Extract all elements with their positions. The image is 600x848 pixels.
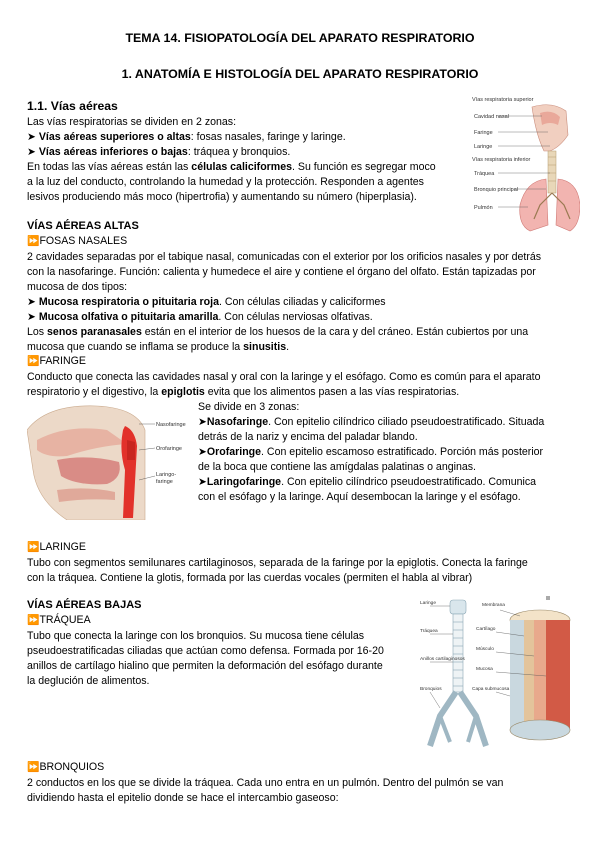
paragraph-line bbox=[27, 325, 528, 340]
subheading-text: LARINGE bbox=[39, 541, 86, 553]
figure-label: Nasofaringe bbox=[156, 422, 186, 428]
bullet-item bbox=[198, 415, 544, 430]
figure-label: Faringe bbox=[474, 130, 493, 136]
figure-label: faringe bbox=[156, 479, 173, 485]
subheading-bronquios bbox=[27, 761, 104, 773]
figure-label: Cavidad nasal bbox=[474, 114, 509, 120]
figure-label: Laringe bbox=[474, 144, 493, 150]
subheading-text: TRÁQUEA bbox=[39, 614, 91, 626]
fast-forward-icon: ⏩ bbox=[27, 236, 39, 247]
bullet-item bbox=[27, 130, 346, 145]
trachea-figure bbox=[420, 596, 580, 752]
bullet-arrow-icon: ➤ bbox=[198, 446, 207, 458]
bullet-bold: Mucosa olfativa o pituitaria amarilla bbox=[38, 311, 219, 323]
figure-label: Mucosa bbox=[476, 667, 493, 672]
bullet-item bbox=[27, 295, 386, 310]
bullet-bold: Nasofaringe bbox=[206, 416, 269, 428]
figure-label: Tráquea bbox=[474, 171, 495, 177]
text-run: Los bbox=[27, 326, 48, 338]
paragraph-line: mucosa de dos tipos: bbox=[27, 281, 128, 293]
bullet-arrow-icon: ➤ bbox=[27, 296, 36, 308]
paragraph-line: pseudoestratificadas ciliadas que actúan como defensa. Formada por 16-20 bbox=[27, 645, 384, 657]
paragraph-line: Tubo con segmentos semilunares cartilaginosos, separada de la faringe por la epiglotis. Conecta la faringe bbox=[27, 557, 528, 569]
paragraph-line bbox=[27, 160, 436, 175]
paragraph-line: Conducto que conecta las cavidades nasal y oral con la laringe y el esófago. Como es común para el aparato bbox=[27, 371, 541, 383]
heading-vias-bajas: VÍAS AÉREAS BAJAS bbox=[27, 599, 142, 611]
bullet-text: : fosas nasales, faringe y laringe. bbox=[190, 131, 346, 143]
figure-label: Bronquio principal bbox=[474, 187, 519, 193]
text-bold: células caliciformes bbox=[191, 161, 292, 173]
subheading-text: FOSAS NASALES bbox=[39, 235, 128, 247]
text-run: están en el interior de los huesos de la cara y del cráneo. Están cubiertos por una bbox=[141, 326, 529, 338]
subheading-faringe bbox=[27, 355, 86, 367]
fast-forward-icon: ⏩ bbox=[27, 762, 39, 773]
bullet-bold: Mucosa respiratoria o pituitaria roja bbox=[38, 296, 219, 308]
paragraph-line: de la boca que contiene las amígdalas palatinas o anginas. bbox=[198, 461, 476, 473]
figure-label: Membrana bbox=[482, 603, 505, 608]
bullet-bold: Orofaringe bbox=[206, 446, 262, 458]
figure-label: Vías respiratoria superior bbox=[472, 97, 534, 103]
bullet-arrow-icon: ➤ bbox=[198, 416, 207, 428]
section-heading-vias-aereas: 1.1. Vías aéreas bbox=[27, 99, 118, 113]
respiratory-tract-figure bbox=[470, 95, 580, 235]
paragraph-line: anillos de cartílago hialino que permiten la deformación del esófago durante bbox=[27, 660, 383, 672]
section-title: 1. ANATOMÍA E HISTOLOGÍA DEL APARATO RESPIRATORIO bbox=[121, 67, 479, 81]
bullet-item bbox=[27, 310, 373, 325]
bullet-text: . Con células ciliadas y caliciformes bbox=[218, 296, 386, 308]
bullet-text: . Con epitelio cilíndrico ciliado pseudoestratificado. Situada bbox=[268, 416, 545, 428]
bullet-text: . Con epitelio escamoso estratificado. Porción más posterior bbox=[261, 446, 544, 458]
text-run: mucosa que cuando se inflama se produce la bbox=[27, 341, 244, 353]
paragraph-line bbox=[27, 340, 289, 355]
paragraph-line: la deglución de alimentos. bbox=[27, 675, 150, 687]
paragraph-line: con la nasofaringe. Función: calienta y humedece el aire y contiene el órgano del olfato. Están tapizadas por bbox=[27, 266, 536, 278]
bullet-arrow-icon: ➤ bbox=[27, 131, 36, 143]
bullet-bold: Vías aéreas inferiores o bajas bbox=[38, 146, 188, 158]
text-run: . bbox=[286, 341, 290, 353]
text-run: evita que los alimentos pasen a las vías respiratorias. bbox=[204, 386, 460, 398]
bullet-arrow-icon: ➤ bbox=[27, 146, 36, 158]
paragraph-line bbox=[27, 385, 459, 400]
bullet-text: . Con células nerviosas olfativas. bbox=[218, 311, 373, 323]
bullet-item bbox=[198, 475, 536, 490]
text-bold: sinusitis bbox=[243, 341, 287, 353]
figure-label: Laringe bbox=[420, 601, 437, 606]
subheading-fosas-nasales bbox=[27, 235, 127, 247]
bullet-bold: Laringofaringe bbox=[206, 476, 282, 488]
bullet-text: . Con epitelio cilíndrico pseudoestratificado. Comunica bbox=[281, 476, 537, 488]
paragraph-line: con el esófago y la laringe. Aquí desembocan la laringe y el esófago. bbox=[198, 491, 521, 503]
paragraph-line: con la tráquea. Contiene la glotis, formada por las cuerdas vocales (permiten el habla al vibrar) bbox=[27, 572, 473, 584]
fast-forward-icon: ⏩ bbox=[27, 542, 39, 553]
subheading-laringe bbox=[27, 541, 86, 553]
text-run: En todas las vías aéreas están las bbox=[27, 161, 192, 173]
bullet-arrow-icon: ➤ bbox=[27, 311, 36, 323]
figure-label: Tráquea bbox=[420, 629, 438, 634]
document-title: TEMA 14. FISIOPATOLOGÍA DEL APARATO RESPIRATORIO bbox=[125, 31, 475, 45]
fast-forward-icon: ⏩ bbox=[27, 615, 39, 626]
subheading-text: FARINGE bbox=[39, 355, 86, 367]
bullet-arrow-icon: ➤ bbox=[198, 476, 207, 488]
figure-label: Pulmón bbox=[474, 205, 493, 211]
text-run: respiratorio y el digestivo, la bbox=[27, 386, 162, 398]
paragraph-line: dividiendo hasta el epitelio donde se hace el intercambio gaseoso: bbox=[27, 792, 339, 804]
paragraph-line: 2 cavidades separadas por el tabique nasal, comunicadas con el exterior por los orificios nasales y por detrás bbox=[27, 251, 542, 263]
figure-label: Anillos cartilaginosos bbox=[420, 657, 465, 662]
figure-label: Laringo- bbox=[156, 472, 177, 478]
figure-label: Bronquios bbox=[420, 687, 442, 692]
paragraph-line: Las vías respiratorias se dividen en 2 zonas: bbox=[27, 116, 237, 128]
paragraph-line: a la luz del conducto, controlando la humedad y la protección. Responden a agentes bbox=[27, 176, 424, 188]
figure-label: Cartílago bbox=[476, 627, 496, 632]
subheading-traquea bbox=[27, 614, 91, 626]
figure-label: Orofaringe bbox=[156, 446, 182, 452]
bullet-item bbox=[198, 445, 543, 460]
paragraph-line: 2 conductos en los que se divide la tráquea. Cada uno entra en un pulmón. Dentro del pulmón se van bbox=[27, 777, 504, 789]
bullet-bold: Vías aéreas superiores o altas bbox=[38, 131, 191, 143]
heading-vias-altas: VÍAS AÉREAS ALTAS bbox=[27, 220, 139, 232]
subheading-text: BRONQUIOS bbox=[39, 761, 105, 773]
figure-label: Vías respiratoria inferior bbox=[472, 157, 531, 163]
text-bold: senos paranasales bbox=[47, 326, 142, 338]
paragraph-line: Tubo que conecta la laringe con los bronquios. Su mucosa tiene células bbox=[27, 630, 365, 642]
bullet-item bbox=[27, 145, 290, 160]
paragraph-line: detrás de la nariz y encima del paladar blando. bbox=[198, 431, 418, 443]
figure-label: Músculo bbox=[476, 647, 494, 652]
bullet-text: : tráquea y bronquios. bbox=[187, 146, 291, 158]
pharynx-figure bbox=[27, 400, 197, 520]
fast-forward-icon: ⏩ bbox=[27, 356, 39, 367]
text-run: . Su función es segregar moco bbox=[292, 161, 436, 173]
figure-label: Capa submucosa bbox=[472, 687, 510, 692]
paragraph-line: lesivos produciendo más moco (hipertrofia) y aumentando su número (hiperplasia). bbox=[27, 191, 417, 203]
paragraph-line: Se divide en 3 zonas: bbox=[198, 401, 300, 413]
text-bold: epiglotis bbox=[161, 386, 205, 398]
